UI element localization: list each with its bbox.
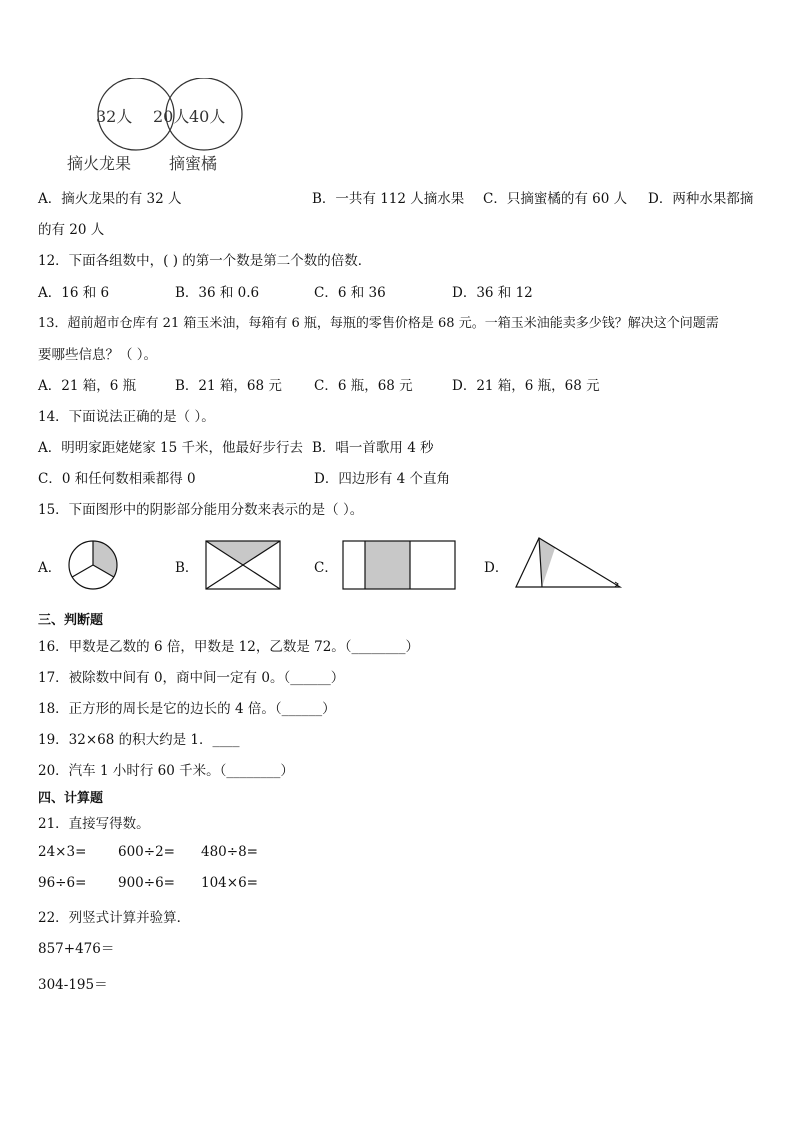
q21-row1-item3: 480÷8= xyxy=(201,844,258,860)
q15-label-d: D． xyxy=(484,560,509,576)
q15-label-a: A． xyxy=(38,560,62,576)
q15-question: 15．下面图形中的阴影部分能用分数来表示的是（ ）。 xyxy=(38,502,364,518)
q21-row2-item2: 900÷6= xyxy=(118,875,175,891)
q15-figure-c-strips xyxy=(342,540,456,590)
q22-question: 22．列竖式计算并验算． xyxy=(38,910,191,926)
q22-calc-2: 304-195＝ xyxy=(38,977,108,993)
q13-option-c: C．6 瓶，68 元 xyxy=(314,378,413,394)
q15-figure-a-circle xyxy=(66,538,120,592)
q21-question: 21．直接写得数。 xyxy=(38,816,150,832)
q14-option-a: A．明明家距姥姥家 15 千米，他最好步行去 xyxy=(38,440,304,456)
q17-statement: 17．被除数中间有 0，商中间一定有 0。（______） xyxy=(38,670,345,686)
q11-option-b: B．一共有 112 人摘水果 xyxy=(312,191,465,207)
q14-option-d: D．四边形有 4 个直角 xyxy=(314,471,450,487)
venn-right-count: 40人 xyxy=(189,107,226,126)
q11-option-a: A．摘火龙果的有 32 人 xyxy=(38,191,182,207)
q15-figure-d-triangle xyxy=(514,535,624,591)
q15-label-c: C． xyxy=(314,560,338,576)
q20-statement: 20．汽车 1 小时行 60 千米。（________） xyxy=(38,763,294,779)
q13-question-line2: 要哪些信息？（ ）。 xyxy=(38,347,158,363)
q21-row2-item3: 104×6= xyxy=(201,875,258,891)
q12-option-a: A．16 和 6 xyxy=(38,285,110,301)
venn-left-count: 32人 xyxy=(96,107,133,126)
q16-statement: 16．甲数是乙数的 6 倍，甲数是 12，乙数是 72。（________） xyxy=(38,639,420,655)
q21-row2-item1: 96÷6= xyxy=(38,875,87,891)
q15-figure-b-rectangle xyxy=(205,540,281,590)
q11-option-d: D．两种水果都摘 xyxy=(648,191,754,207)
q13-option-a: A．21 箱，6 瓶 xyxy=(38,378,137,394)
q15-label-b: B． xyxy=(175,560,199,576)
venn-diagram xyxy=(45,78,260,178)
q12-option-b: B．36 和 0.6 xyxy=(175,285,260,301)
q13-option-d: D．21 箱，6 瓶，68 元 xyxy=(452,378,600,394)
q11-option-d-continued: 的有 20 人 xyxy=(38,222,105,238)
q14-question: 14．下面说法正确的是（ ）。 xyxy=(38,409,215,425)
q12-option-c: C．6 和 36 xyxy=(314,285,386,301)
q14-option-c: C．0 和任何数相乘都得 0 xyxy=(38,471,196,487)
q22-calc-1: 857+476＝ xyxy=(38,941,115,957)
q18-statement: 18．正方形的周长是它的边长的 4 倍。（______） xyxy=(38,701,336,717)
q21-row1-item1: 24×3= xyxy=(38,844,87,860)
venn-left-label: 摘火龙果 xyxy=(67,154,132,173)
section-3-title: 三、判断题 xyxy=(38,613,104,628)
q11-option-c: C．只摘蜜橘的有 60 人 xyxy=(483,191,628,207)
q14-option-b: B．唱一首歌用 4 秒 xyxy=(312,440,434,456)
q13-question-line1: 13．超前超市仓库有 21 箱玉米油，每箱有 6 瓶，每瓶的零售价格是 68 元。一箱玉米油能卖多少钱？解决这个问题需 xyxy=(38,316,719,331)
q19-statement: 19．32×68 的积大约是 1．____ xyxy=(38,732,240,748)
q12-question: 12．下面各组数中，( ) 的第一个数是第二个数的倍数． xyxy=(38,253,372,269)
q12-option-d: D．36 和 12 xyxy=(452,285,533,301)
venn-middle-count: 20人 xyxy=(153,107,190,126)
section-4-title: 四、计算题 xyxy=(38,791,104,806)
venn-right-label: 摘蜜橘 xyxy=(169,154,218,173)
q13-option-b: B．21 箱，68 元 xyxy=(175,378,282,394)
q21-row1-item2: 600÷2= xyxy=(118,844,175,860)
